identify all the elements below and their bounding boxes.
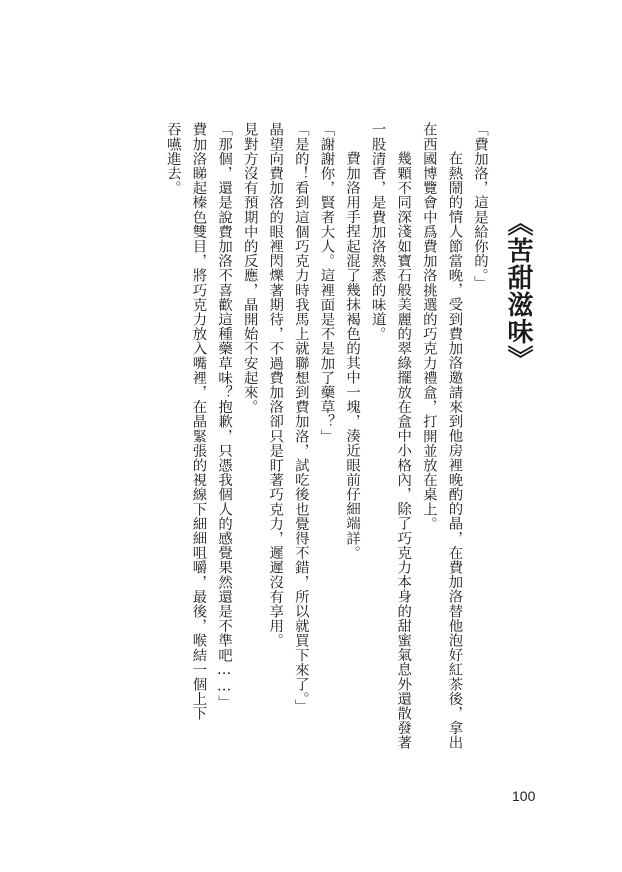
chapter-title: 《苦甜滋味》 bbox=[503, 210, 533, 372]
paragraph: 在熱鬧的情人節當晚，受到費加洛邀請來到他房裡晚酌的晶，在費加洛替他泡好紅茶後，拿出 bbox=[446, 150, 463, 750]
paragraph: 晶望向費加洛的眼裡閃爍著期待，不過費加洛卻只是盯著巧克力，遲遲沒有享用。 bbox=[267, 122, 284, 648]
paragraph: 費加洛睇起榛色雙目，將巧克力放入嘴裡，在晶緊張的視線下細細咀嚼，最後，喉結一個上下 bbox=[190, 122, 207, 721]
paragraph: 一股清香，是費加洛熟悉的味道。 bbox=[369, 122, 386, 341]
paragraph: 「是的！看到這個巧克力時我馬上就聯想到費加洛，試吃後也覺得不錯，所以就買下來了。」 bbox=[292, 122, 309, 714]
paragraph: 在西國博覽會中爲費加洛挑選的巧克力禮盒，打開並放在桌上。 bbox=[420, 122, 437, 531]
paragraph: 「謝謝你，賢者大人。這裡面是不是加了藥草？」 bbox=[318, 122, 335, 444]
paragraph: 費加洛用手捏起混了幾抹褐色的其中一塊，湊近眼前仔細端詳。 bbox=[344, 150, 361, 560]
paragraph: 「那個，還是說費加洛不喜歡這種藥草味？抱歉，只憑我個人的感覺果然還是不準吧……」 bbox=[216, 122, 233, 710]
page-number: 100 bbox=[512, 788, 536, 804]
paragraph: 吞嚥進去。 bbox=[164, 122, 181, 195]
paragraph: 見對方沒有預期中的反應，晶開始不安起來。 bbox=[241, 122, 258, 414]
paragraph: 「費加洛，這是給你的。」 bbox=[472, 122, 488, 290]
body-text bbox=[128, 122, 492, 782]
paragraph: 幾顆不同深淺如寶石般美麗的翠綠擺放在盒中小格內，除了巧克力本身的甜蜜氣息外還散發著 bbox=[395, 150, 412, 750]
